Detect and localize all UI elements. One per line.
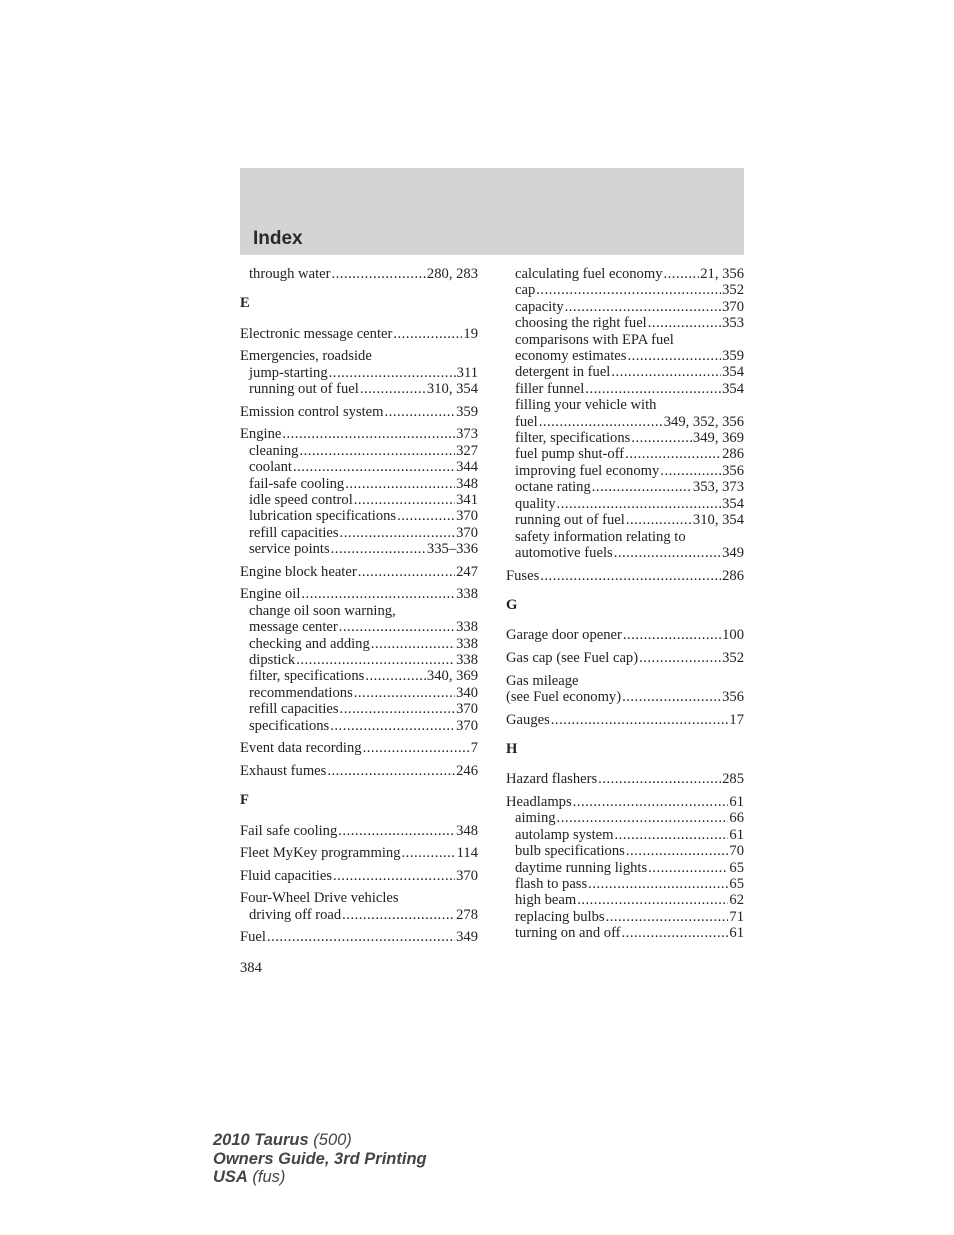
- dot-leader: [331, 266, 425, 282]
- index-subentry: [506, 414, 744, 430]
- dot-leader: [393, 326, 462, 342]
- index-pages: 356: [722, 688, 744, 705]
- index-entry: [240, 586, 478, 602]
- dot-leader: [622, 689, 721, 705]
- dot-leader: [606, 909, 729, 925]
- index-term: automotive fuels: [515, 544, 613, 561]
- index-term: service points: [249, 541, 330, 558]
- index-term: Electronic message center: [240, 325, 393, 342]
- index-pages: 349, 352, 356: [663, 413, 744, 430]
- index-entry: [506, 568, 744, 584]
- index-subentry: [506, 463, 744, 479]
- dot-leader: [639, 650, 721, 666]
- index-term: octane rating: [515, 479, 591, 496]
- index-subentry: [240, 668, 478, 684]
- dot-leader: [385, 404, 456, 420]
- dot-leader: [340, 701, 456, 717]
- index-pages: 338: [456, 652, 478, 669]
- index-entry: [240, 890, 478, 906]
- index-section-letter: G: [506, 596, 518, 613]
- index-subentry: [506, 282, 744, 298]
- index-subentry: [506, 529, 744, 545]
- footer-model-code: (500): [308, 1131, 352, 1149]
- index-term: Gas cap (see Fuel cap): [506, 649, 639, 666]
- index-section-letter: F: [240, 792, 249, 809]
- index-subentry: [506, 430, 744, 446]
- index-subentry: [506, 397, 744, 413]
- index-term: Emergencies, roadside: [240, 348, 372, 365]
- index-pages: 61: [729, 793, 744, 810]
- index-subentry: [240, 541, 478, 557]
- index-pages: 65: [729, 859, 744, 876]
- index-subentry: [240, 492, 478, 508]
- index-term: idle speed control: [249, 492, 353, 509]
- index-subentry: [506, 860, 744, 876]
- index-term: driving off road: [249, 906, 342, 923]
- index-pages: 335–336: [426, 541, 478, 558]
- index-subentry: [506, 843, 744, 859]
- index-term: running out of fuel: [515, 512, 625, 529]
- index-term: choosing the right fuel: [515, 315, 647, 332]
- index-pages: 349, 369: [692, 430, 744, 447]
- dot-leader: [577, 892, 728, 908]
- index-subentry: [240, 652, 478, 668]
- index-term: Fuses: [506, 567, 540, 584]
- index-subentry: [240, 365, 478, 381]
- index-pages: 21, 356: [700, 266, 744, 282]
- dot-leader: [330, 718, 455, 734]
- index-subentry: [506, 876, 744, 892]
- index-pages: 286: [722, 446, 744, 463]
- index-pages: 62: [729, 892, 744, 909]
- index-subentry: [506, 332, 744, 348]
- footer-market-code: (fus): [247, 1168, 286, 1186]
- index-term: flash to pass: [515, 875, 588, 892]
- dot-leader: [301, 586, 455, 602]
- dot-leader: [539, 414, 663, 430]
- index-term: calculating fuel economy: [515, 266, 663, 282]
- index-subentry: [240, 381, 478, 397]
- index-pages: 340: [456, 684, 478, 701]
- dot-leader: [622, 925, 729, 941]
- index-pages: 354: [722, 380, 744, 397]
- index-pages: 285: [722, 771, 744, 788]
- index-term: detergent in fuel: [515, 364, 611, 381]
- dot-leader: [293, 459, 455, 475]
- index-subentry: [240, 619, 478, 635]
- index-pages: 65: [729, 875, 744, 892]
- index-entry: [240, 564, 478, 580]
- index-pages: 352: [722, 649, 744, 666]
- index-term: recommendations: [249, 684, 353, 701]
- index-subentry: [240, 525, 478, 541]
- index-term: Event data recording: [240, 740, 362, 757]
- index-term: filter, specifications: [515, 430, 631, 447]
- index-pages: 17: [729, 711, 744, 728]
- index-section-letter: E: [240, 295, 250, 312]
- index-term: Engine block heater: [240, 563, 357, 580]
- index-pages: 370: [722, 298, 744, 315]
- index-term: turning on and off: [515, 925, 621, 942]
- index-subentry: [240, 603, 478, 619]
- index-entry: [240, 740, 478, 756]
- index-subentry: [240, 636, 478, 652]
- footer-market: USA: [213, 1168, 248, 1186]
- footer-model: 2010 Taurus: [213, 1131, 309, 1149]
- dot-leader: [329, 365, 456, 381]
- index-pages: 373: [456, 426, 478, 443]
- index-pages: 327: [456, 442, 478, 459]
- index-subentry: [240, 718, 478, 734]
- index-term: checking and adding: [249, 635, 370, 652]
- index-subentry: [506, 545, 744, 561]
- dot-leader: [626, 843, 729, 859]
- index-subentry: [240, 701, 478, 717]
- index-term: Garage door opener: [506, 627, 622, 644]
- dot-leader: [664, 266, 700, 282]
- index-term: Engine: [240, 426, 282, 443]
- page-number: 384: [240, 960, 262, 976]
- dot-leader: [592, 479, 692, 495]
- dot-leader: [342, 907, 455, 923]
- dot-leader: [598, 771, 721, 787]
- dot-leader: [557, 810, 729, 826]
- index-term: aiming: [515, 810, 556, 827]
- index-term: filter, specifications: [249, 668, 365, 685]
- document-footer: [213, 1131, 427, 1187]
- dot-leader: [267, 929, 455, 945]
- index-entry: [506, 673, 744, 689]
- index-pages: 359: [456, 403, 478, 420]
- index-subentry: [506, 827, 744, 843]
- index-term: refill capacities: [249, 524, 339, 541]
- index-term: Fail safe cooling: [240, 822, 338, 839]
- index-term: Four-Wheel Drive vehicles: [240, 890, 399, 907]
- index-term: improving fuel economy: [515, 462, 660, 479]
- index-term: refill capacities: [249, 701, 339, 718]
- index-column-left: [240, 266, 478, 946]
- index-subentry: [506, 446, 744, 462]
- index-pages: 340, 369: [426, 668, 478, 685]
- index-term: fuel: [515, 413, 538, 430]
- index-term: autolamp system: [515, 826, 614, 843]
- index-term: through water: [249, 266, 331, 282]
- dot-leader: [611, 364, 721, 380]
- index-term: daytime running lights: [515, 859, 648, 876]
- index-pages: 354: [722, 364, 744, 381]
- index-entry: [240, 404, 478, 420]
- index-pages: 310, 354: [692, 512, 744, 529]
- index-subentry: [240, 476, 478, 492]
- dot-leader: [358, 564, 455, 580]
- index-pages: 70: [729, 843, 744, 860]
- dot-leader: [626, 512, 692, 528]
- index-pages: 370: [456, 867, 478, 884]
- dot-leader: [615, 827, 729, 843]
- index-subentry: [506, 479, 744, 495]
- index-term: running out of fuel: [249, 381, 359, 398]
- index-term: Exhaust fumes: [240, 762, 327, 779]
- dot-leader: [363, 740, 470, 756]
- index-term: cleaning: [249, 442, 299, 459]
- index-subentry: [240, 508, 478, 524]
- index-pages: 352: [722, 282, 744, 299]
- index-column-right: [506, 266, 744, 942]
- index-term: dipstick: [249, 652, 296, 669]
- dot-leader: [551, 712, 729, 728]
- index-pages: 356: [722, 462, 744, 479]
- index-pages: 353, 373: [692, 479, 744, 496]
- dot-leader: [557, 496, 722, 512]
- index-subentry: [506, 381, 744, 397]
- dot-leader: [588, 876, 728, 892]
- index-subentry: [506, 299, 744, 315]
- index-pages: 246: [456, 762, 478, 779]
- dot-leader: [648, 860, 728, 876]
- dot-leader: [397, 508, 455, 524]
- index-term: change oil soon warning,: [249, 602, 396, 619]
- index-subentry: [240, 266, 478, 282]
- index-pages: 114: [456, 845, 478, 862]
- footer-guide: Owners Guide, 3rd Printing: [213, 1149, 427, 1168]
- index-subentry: [506, 512, 744, 528]
- index-subentry: [506, 810, 744, 826]
- index-term: message center: [249, 619, 338, 636]
- index-pages: 348: [456, 822, 478, 839]
- index-entry: [506, 771, 744, 787]
- index-entry: [506, 627, 744, 643]
- index-term: jump-starting: [249, 364, 328, 381]
- dot-leader: [585, 381, 721, 397]
- dot-leader: [627, 348, 721, 364]
- index-term: specifications: [249, 717, 330, 734]
- index-pages: 280, 283: [426, 266, 478, 282]
- index-entry: [240, 845, 478, 861]
- index-pages: 370: [456, 717, 478, 734]
- index-subentry: [506, 925, 744, 941]
- index-pages: 338: [456, 619, 478, 636]
- dot-leader: [660, 463, 721, 479]
- index-pages: 349: [722, 544, 744, 561]
- index-term: bulb specifications: [515, 843, 625, 860]
- index-term: economy estimates: [515, 348, 627, 365]
- index-pages: 359: [722, 348, 744, 365]
- index-pages: 71: [729, 908, 744, 925]
- index-term: (see Fuel economy): [506, 688, 622, 705]
- dot-leader: [402, 845, 456, 861]
- index-pages: 310, 354: [426, 381, 478, 398]
- dot-leader: [339, 619, 455, 635]
- header-band: [240, 168, 744, 255]
- index-pages: 344: [456, 459, 478, 476]
- dot-leader: [540, 568, 721, 584]
- index-pages: 311: [456, 364, 478, 381]
- index-term: Headlamps: [506, 793, 572, 810]
- index-term: Gauges: [506, 711, 550, 728]
- dot-leader: [565, 299, 721, 315]
- index-pages: 286: [722, 567, 744, 584]
- index-pages: 354: [722, 495, 744, 512]
- dot-leader: [354, 685, 455, 701]
- index-pages: 100: [722, 627, 744, 644]
- index-pages: 7: [470, 740, 478, 757]
- index-pages: 370: [456, 508, 478, 525]
- index-term: Gas mileage: [506, 672, 579, 689]
- index-subentry: [506, 909, 744, 925]
- dot-leader: [623, 627, 721, 643]
- index-subentry: [506, 364, 744, 380]
- index-pages: 349: [456, 929, 478, 946]
- index-subentry: [240, 907, 478, 923]
- index-term: Fuel: [240, 929, 266, 946]
- index-pages: 348: [456, 475, 478, 492]
- dot-leader: [536, 282, 721, 298]
- index-entry: [240, 326, 478, 342]
- dot-leader: [345, 476, 455, 492]
- index-entry: [506, 689, 744, 705]
- dot-leader: [371, 636, 455, 652]
- index-entry: [240, 823, 478, 839]
- index-pages: 370: [456, 524, 478, 541]
- index-term: cap: [515, 282, 536, 299]
- index-term: coolant: [249, 459, 292, 476]
- index-pages: 370: [456, 701, 478, 718]
- dot-leader: [573, 794, 729, 810]
- dot-leader: [333, 868, 455, 884]
- index-term: comparisons with EPA fuel: [515, 331, 674, 348]
- index-pages: 61: [729, 925, 744, 942]
- dot-leader: [648, 315, 721, 331]
- index-subentry: [240, 459, 478, 475]
- index-term: fuel pump shut-off: [515, 446, 625, 463]
- page-title: Index: [253, 228, 303, 249]
- index-entry: [240, 868, 478, 884]
- index-term: Hazard flashers: [506, 771, 598, 788]
- dot-leader: [282, 426, 455, 442]
- index-pages: 19: [463, 325, 478, 342]
- index-pages: 61: [729, 826, 744, 843]
- index-entry: [240, 426, 478, 442]
- index-term: safety information relating to: [515, 528, 686, 545]
- dot-leader: [299, 443, 455, 459]
- index-term: Fleet MyKey programming: [240, 845, 401, 862]
- dot-leader: [296, 652, 455, 668]
- dot-leader: [365, 668, 426, 684]
- dot-leader: [331, 541, 426, 557]
- index-pages: 247: [456, 563, 478, 580]
- index-subentry: [506, 348, 744, 364]
- dot-leader: [631, 430, 692, 446]
- index-term: capacity: [515, 298, 564, 315]
- index-subentry: [506, 266, 744, 282]
- index-term: Engine oil: [240, 586, 301, 603]
- index-term: filling your vehicle with: [515, 397, 657, 414]
- index-term: filler funnel: [515, 380, 585, 397]
- index-subentry: [506, 892, 744, 908]
- index-pages: 341: [456, 492, 478, 509]
- dot-leader: [614, 545, 721, 561]
- index-term: fail-safe cooling: [249, 475, 345, 492]
- dot-leader: [327, 763, 455, 779]
- index-pages: 278: [456, 906, 478, 923]
- index-term: Emission control system: [240, 403, 384, 420]
- index-term: high beam: [515, 892, 577, 909]
- dot-leader: [360, 381, 426, 397]
- dot-leader: [625, 446, 721, 462]
- index-subentry: [506, 496, 744, 512]
- index-entry: [240, 929, 478, 945]
- index-subentry: [506, 315, 744, 331]
- index-term: lubrication specifications: [249, 508, 397, 525]
- index-term: Fluid capacities: [240, 867, 332, 884]
- index-entry: [506, 794, 744, 810]
- index-entry: [240, 763, 478, 779]
- index-entry: [506, 650, 744, 666]
- index-section-letter: H: [506, 740, 518, 757]
- index-term: replacing bulbs: [515, 908, 605, 925]
- dot-leader: [354, 492, 455, 508]
- index-entry: [506, 712, 744, 728]
- index-entry: [240, 348, 478, 364]
- dot-leader: [340, 525, 456, 541]
- index-subentry: [240, 685, 478, 701]
- index-pages: 338: [456, 635, 478, 652]
- dot-leader: [338, 823, 455, 839]
- index-pages: 353: [722, 315, 744, 332]
- index-pages: 66: [729, 810, 744, 827]
- index-term: quality: [515, 495, 556, 512]
- index-subentry: [240, 443, 478, 459]
- index-pages: 338: [456, 586, 478, 603]
